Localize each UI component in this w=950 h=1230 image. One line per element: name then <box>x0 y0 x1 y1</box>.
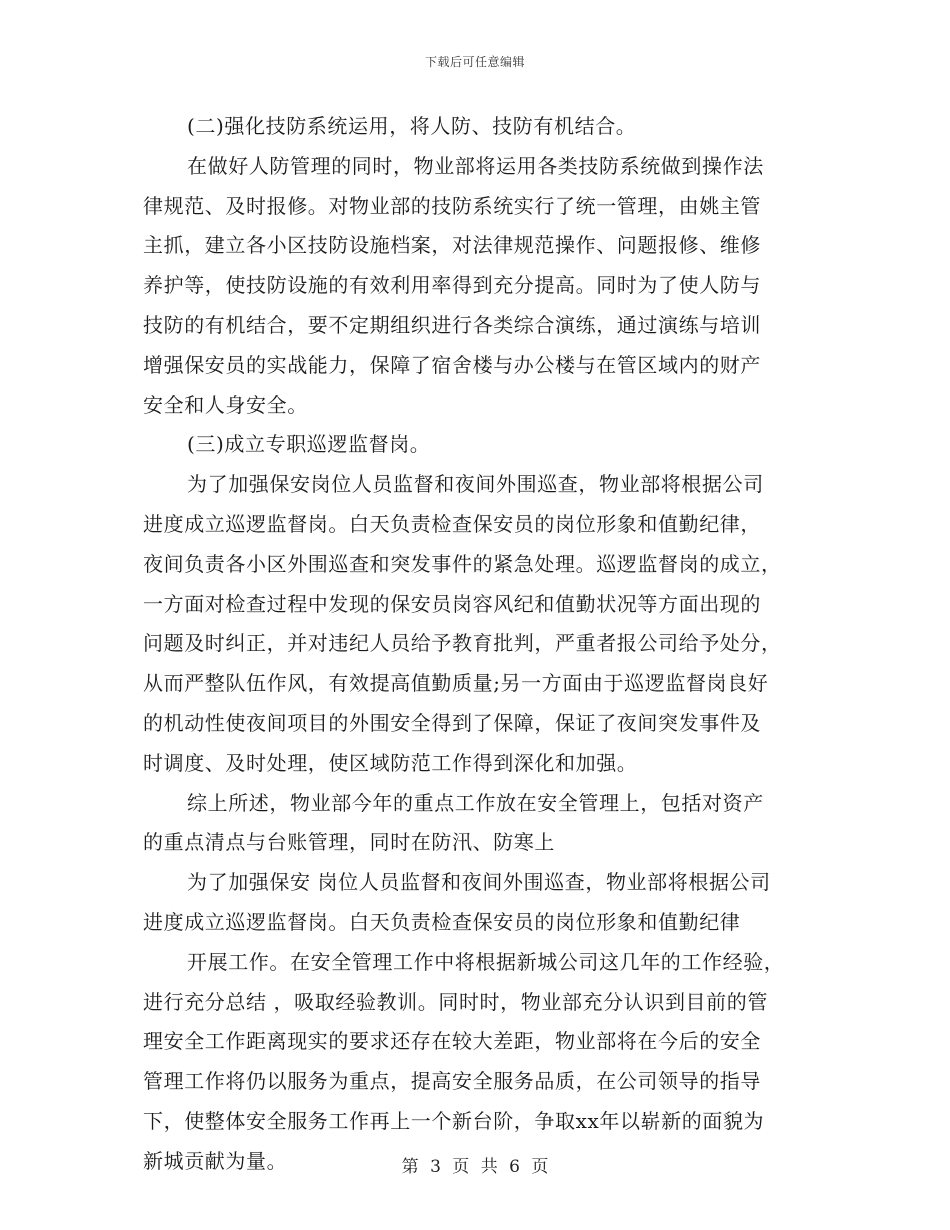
text-line: 管理工作将仍以服务为重点，提高安全服务品质，在公司领导的指导 <box>143 1069 761 1094</box>
text-line: 进行充分总结 ，吸取经验教训。同时时，物业部充分认识到目前的管 <box>143 989 768 1014</box>
text-line: 一方面对检查过程中发现的保安员岗容风纪和值勤状况等方面出现的 <box>143 591 761 616</box>
text-line: 下，使整体安全服务工作再上一个新台阶，争取xx年以崭新的面貌为 <box>143 1108 765 1133</box>
text-line: 主抓，建立各小区技防设施档案，对法律规范操作、问题报修、维修 <box>143 233 761 258</box>
text-line: 时调度、及时处理，使区域防范工作得到深化和加强。 <box>143 750 638 775</box>
text-line: 技防的有机结合，要不定期组织进行各类综合演练，通过演练与培训 <box>143 312 761 337</box>
text-line: 夜间负责各小区外围巡查和突发事件的紧急处理。巡逻监督岗的成立， <box>143 551 782 576</box>
text-line: 安全和人身安全。 <box>143 392 308 417</box>
text-line: 问题及时纠正，并对违纪人员给予教育批判，严重者报公司给予处分， <box>143 631 782 656</box>
text-line: (二)强化技防系统运用，将人防、技防有机结合。 <box>187 114 637 138</box>
text-line: 增强保安员的实战能力，保障了宿舍楼与办公楼与在管区域内的财产 <box>143 352 761 377</box>
text-line: 为了加强保安 岗位人员监督和夜间外围巡查，物业部将根据公司 <box>187 870 771 895</box>
text-line: 进度成立巡逻监督岗。白天负责检查保安员的岗位形象和值勤纪律， <box>143 511 761 536</box>
page-footer: 第 3 页 共 6 页 <box>401 1157 549 1177</box>
text-line: 进度成立巡逻监督岗。白天负责检查保安员的岗位形象和值勤纪律 <box>143 909 741 934</box>
text-line: 律规范、及时报修。对物业部的技防系统实行了统一管理，由姚主管 <box>143 193 761 218</box>
text-line: 的机动性使夜间项目的外围安全得到了保障，保证了夜间突发事件及 <box>143 710 761 735</box>
text-line: 养护等，使技防设施的有效利用率得到充分提高。同时为了使人防与 <box>143 273 761 298</box>
text-line: 的重点清点与台账管理，同时在防汛、防寒上 <box>143 830 555 855</box>
text-line: 为了加强保安岗位人员监督和夜间外围巡查，物业部将根据公司 <box>187 472 764 497</box>
text-line: 理安全工作距离现实的要求还存在较大差距，物业部将在今后的安全 <box>143 1029 761 1054</box>
body-text <box>143 107 808 1182</box>
text-line: 从而严整队伍作风，有效提高值勤质量;另一方面由于巡逻监督岗良好 <box>143 671 769 696</box>
page-header: 下载后可任意编辑 <box>424 55 525 69</box>
text-line: 新城贡献为量。 <box>143 1148 288 1173</box>
text-line: (三)成立专职巡逻监督岗。 <box>187 432 431 457</box>
text-line: 在做好人防管理的同时，物业部将运用各类技防系统做到操作法 <box>187 153 764 178</box>
text-line: 开展工作。在安全管理工作中将根据新城公司这几年的工作经验， <box>187 949 785 974</box>
text-line: 综上所述，物业部今年的重点工作放在安全管理上，包括对资产 <box>187 790 764 815</box>
